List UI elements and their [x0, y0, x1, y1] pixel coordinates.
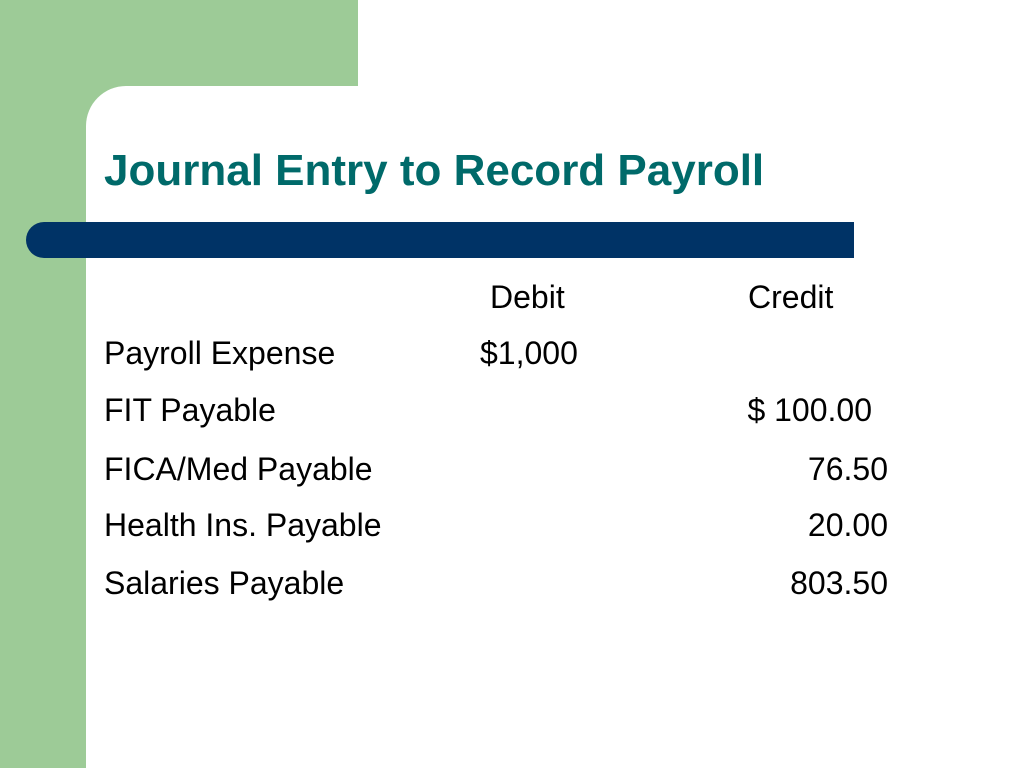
top-white-area — [358, 0, 1024, 86]
credit-column-header: Credit — [748, 279, 834, 315]
slide-title: Journal Entry to Record Payroll — [104, 146, 765, 195]
credit-salaries-payable: 803.50 — [790, 565, 888, 601]
account-payroll-expense: Payroll Expense — [104, 335, 336, 371]
account-health-ins-payable: Health Ins. Payable — [104, 507, 382, 543]
credit-fit-payable: $ 100.00 — [747, 392, 872, 428]
account-salaries-payable: Salaries Payable — [104, 565, 345, 601]
credit-health-ins-payable: 20.00 — [807, 507, 888, 543]
title-underline-bar — [26, 222, 854, 258]
account-fit-payable: FIT Payable — [104, 392, 276, 428]
credit-fica-med-payable: 76.50 — [807, 451, 888, 487]
debit-payroll-expense: $1,000 — [480, 335, 578, 371]
debit-column-header: Debit — [490, 279, 565, 315]
account-fica-med-payable: FICA/Med Payable — [104, 451, 373, 487]
